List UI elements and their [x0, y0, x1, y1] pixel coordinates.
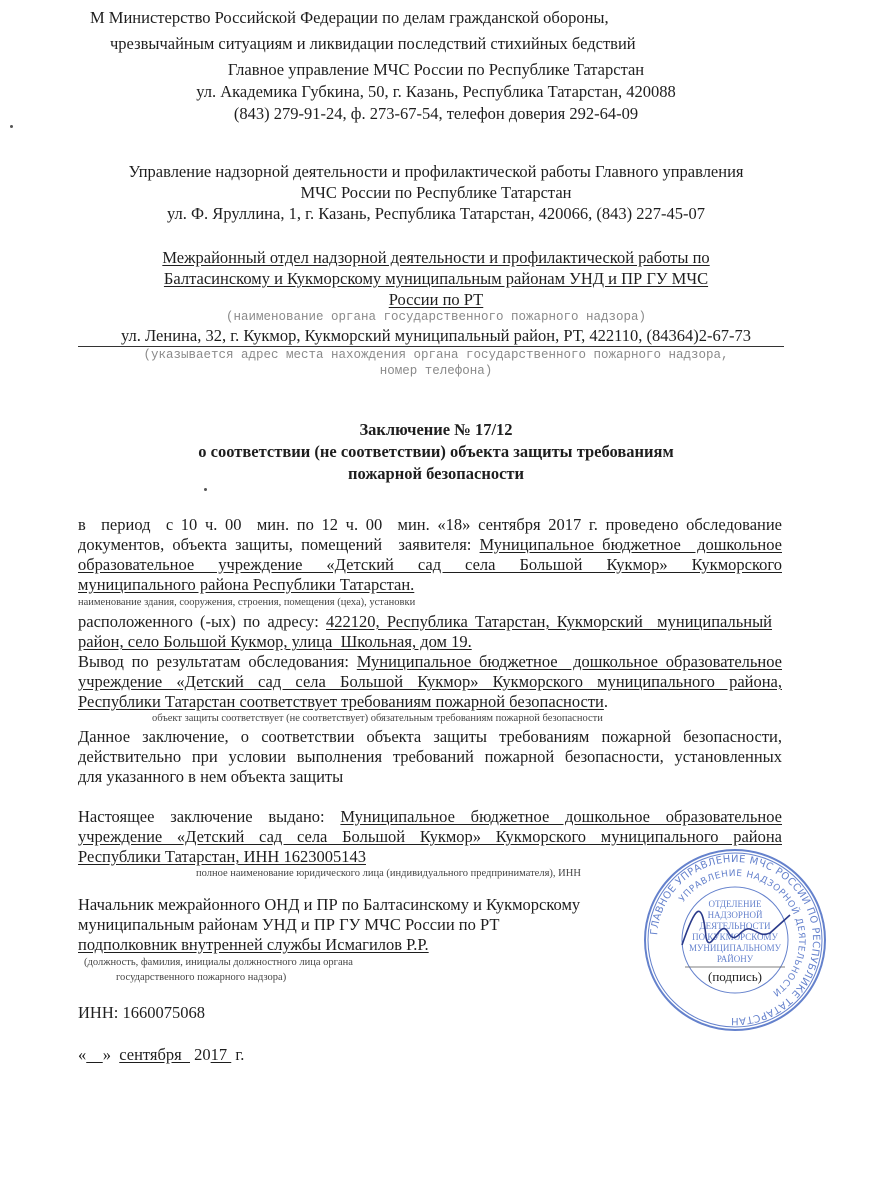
static-text: (должность, фамилия, инициалы должностного лица органа — [84, 957, 353, 968]
scan-speck — [10, 125, 13, 128]
interdistrict-department-2: Балтасинскому и Кукморскому муниципальным районам УНД и ПР ГУ МЧС — [163, 269, 709, 288]
body-line — [78, 515, 782, 535]
body-line — [78, 935, 429, 955]
static-text: расположенного (-ых) по адресу: — [78, 612, 326, 631]
static-text: Настоящее заключение выдано: — [78, 807, 341, 826]
stamp-inner-text: УПРАВЛЕНИЕ НАДЗОРНОЙ ДЕЯТЕЛЬНОСТИ — [677, 868, 807, 998]
filled-field-text: подполковник внутренней службы Исмагилов Р.Р. — [78, 935, 429, 954]
body-line — [78, 612, 772, 632]
body-line — [78, 807, 782, 827]
body-line — [78, 652, 782, 672]
body-line — [78, 632, 472, 652]
static-text: наименование здания, сооружения, строения, помещения (цеха), установки — [78, 597, 416, 608]
field-caption — [152, 712, 603, 725]
org-address: ул. Ленина, 32, г. Кукмор, Кукморский муниципальный район, РТ, 422110, (84364)2-67-73 — [120, 326, 752, 345]
body-line — [78, 555, 782, 575]
filled-field-text: сентября — [119, 1045, 190, 1064]
filled-field-text: Республики Татарстан соответствует требованиям пожарной безопасности — [78, 692, 604, 711]
official-stamp-seal — [640, 845, 830, 1035]
body-line — [78, 827, 782, 847]
static-text: объект защиты соответствует (не соответствует) обязательным требованиям пожарной безопасности — [152, 713, 603, 724]
filled-field-text: 422120, Республика Татарстан, Кукморский муниципальный — [326, 612, 773, 631]
stamp-center-1: ОТДЕЛЕНИЕ — [708, 899, 762, 909]
stamp-center-3: ДЕЯТЕЛЬНОСТИ — [699, 921, 771, 931]
static-text: Данное заключение, о соответствии объекта защиты требованиям пожарной безопасности, — [78, 727, 782, 746]
title-number: Заключение № 17/12 — [359, 420, 513, 439]
static-text: « — [78, 1045, 87, 1064]
main-department-address: ул. Академика Губкина, 50, г. Казань, Республика Татарстан, 420088 — [196, 82, 676, 101]
static-text: ИНН: 1660075068 — [78, 1003, 205, 1022]
filled-field-text: Муниципальное бюджетное дошкольное образовательное — [356, 652, 783, 671]
filled-field-text: 17 — [210, 1045, 232, 1064]
body-line — [78, 767, 343, 787]
filled-field-text: муниципального района Республики Татарстан. — [78, 575, 415, 594]
filled-field-text: Республики Татарстан, ИНН 1623005143 — [78, 847, 366, 866]
title-line-2: о соответствии (не соответствии) объекта защиты требованиям — [198, 442, 674, 461]
static-text: в период с 10 ч. 00 мин. по 12 ч. 00 мин. «18» сентября 2017 г. проведено обследование — [78, 515, 782, 534]
static-text: действительно при условии выполнения требований пожарной безопасности, установленных — [78, 747, 782, 766]
ministry-line-2: чрезвычайным ситуациям и ликвидации последствий стихийных бедствий — [110, 34, 636, 53]
body-line — [78, 847, 366, 867]
stamp-center-6: РАЙОНУ — [716, 954, 754, 964]
static-text: 20 — [190, 1045, 211, 1064]
static-text: г. — [231, 1045, 245, 1064]
filled-field-text: образовательное учреждение «Детский сад села Большой Кукмор» Кукморского — [78, 555, 782, 574]
field-caption — [196, 867, 581, 880]
body-line — [78, 727, 782, 747]
main-department-phones: (843) 279-91-24, ф. 273-67-54, телефон доверия 292-64-09 — [233, 104, 639, 123]
static-text: для указанного в нем объекта защиты — [78, 767, 344, 786]
title-line-3: пожарной безопасности — [347, 464, 525, 483]
body-line — [78, 895, 580, 915]
address-caption-2: номер телефона) — [379, 364, 493, 378]
body-line — [78, 535, 782, 555]
filled-field-text: учреждение «Детский сад села Большой Кукмор» Кукморского муниципального района, — [78, 672, 782, 691]
filled-field-text: Муниципальное бюджетное дошкольное образовательное — [340, 807, 782, 826]
stamp-center-4: ПО КУКМОРСКОМУ — [692, 932, 778, 942]
filled-field-text: учреждение «Детский сад села Большой Кукмор» Кукморского муниципального района — [78, 827, 782, 846]
body-line — [78, 692, 608, 712]
static-text: » — [102, 1045, 120, 1064]
interdistrict-department-3: России по РТ — [388, 290, 484, 309]
body-line — [78, 575, 414, 595]
static-text: Начальник межрайонного ОНД и ПР по Балтасинскому и Кукморскому — [78, 895, 581, 914]
interdistrict-department-1: Межрайонный отдел надзорной деятельности и профилактической работы по — [162, 248, 710, 267]
org-caption: (наименование органа государственного пожарного надзора) — [225, 310, 647, 324]
stamp-center-5: МУНИЦИПАЛЬНОМУ — [688, 943, 782, 953]
static-text: полное наименование юридического лица (индивидуального предпринимателя), ИНН — [196, 868, 581, 879]
address-caption-1: (указывается адрес места нахождения органа государственного пожарного надзора, — [143, 348, 729, 362]
signature-caption: (подпись) — [708, 969, 762, 984]
field-caption — [116, 971, 286, 984]
filled-field-text: район, село Большой Кукмор, улица Школьная, дом 19. — [78, 632, 472, 651]
stamp-center-2: НАДЗОРНОЙ — [707, 910, 763, 920]
body-line — [78, 1003, 205, 1023]
scan-speck — [204, 488, 207, 491]
field-caption — [78, 596, 415, 609]
address-rule — [78, 346, 784, 347]
body-line — [78, 672, 782, 692]
ministry-line-1: М Министерство Российской Федерации по делам гражданской обороны, — [90, 8, 609, 27]
stamp-outer-text: ГЛАВНОЕ УПРАВЛЕНИЕ МЧС РОССИИ ПО РЕСПУБЛИКЕ ТАТАРСТАН — [649, 853, 822, 1027]
supervision-department-name-1: Управление надзорной деятельности и профилактической работы Главного управления — [128, 162, 744, 181]
filled-field-text: Муниципальное бюджетное дошкольное — [479, 535, 782, 554]
static-text: документов, объекта защиты, помещений заявителя: — [78, 535, 480, 554]
supervision-department-address: ул. Ф. Яруллина, 1, г. Казань, Республика Татарстан, 420066, (843) 227-45-07 — [167, 204, 705, 223]
body-line — [78, 915, 499, 935]
body-line — [78, 1045, 244, 1065]
main-department-name: Главное управление МЧС России по Республике Татарстан — [227, 60, 645, 79]
supervision-department-name-2: МЧС России по Республике Татарстан — [300, 183, 572, 202]
static-text: муниципальным районам УНД и ПР ГУ МЧС России по РТ — [78, 915, 500, 934]
static-text: государственного пожарного надзора) — [116, 972, 287, 983]
body-line — [78, 747, 782, 767]
static-text: . — [603, 692, 609, 711]
static-text: Вывод по результатам обследования: — [78, 652, 357, 671]
field-caption — [84, 956, 353, 969]
filled-field-text — [86, 1045, 103, 1064]
